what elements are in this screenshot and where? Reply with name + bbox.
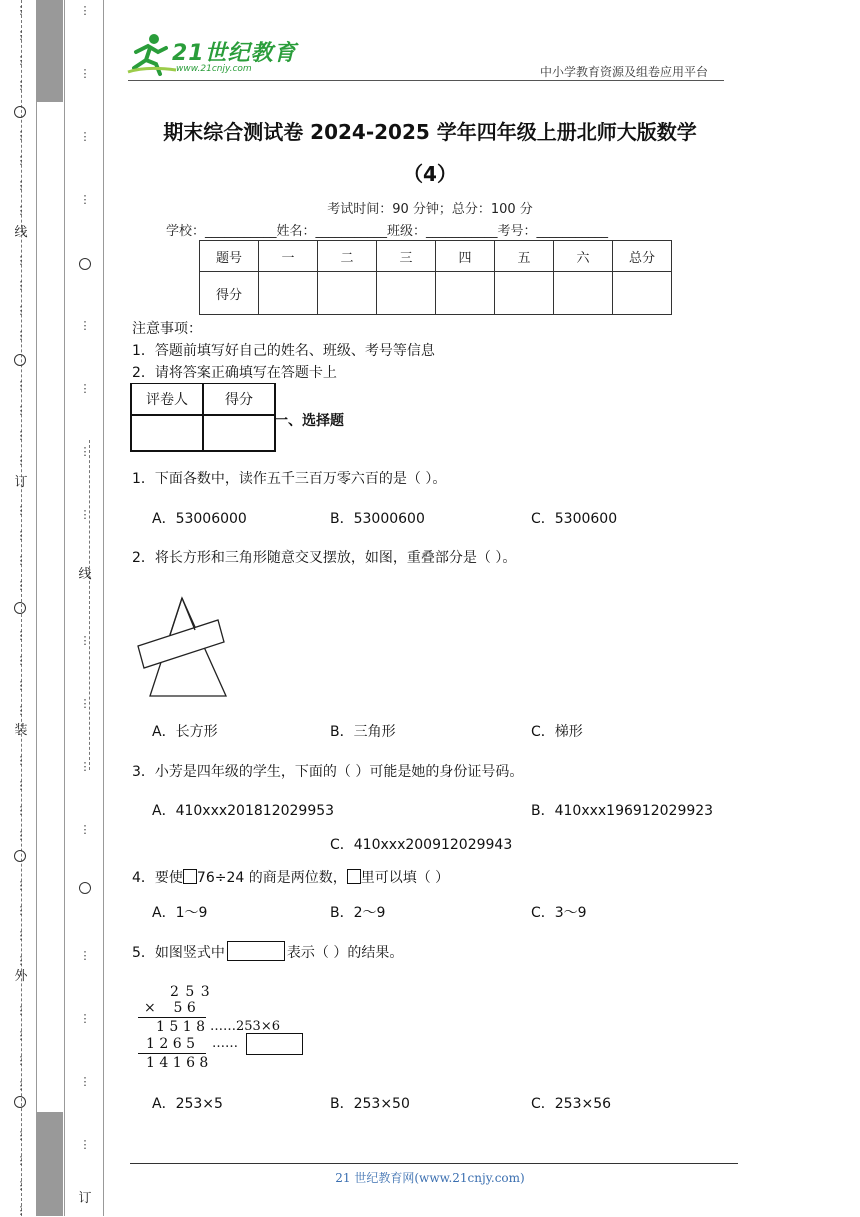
margin-char: 线 <box>14 225 28 240</box>
exam-title-number: （4） <box>403 162 457 186</box>
q2-option-b[interactable]: B．三角形 <box>330 724 396 740</box>
dotted-mark: ⋮ <box>15 704 27 717</box>
dotted-mark: ⋮ <box>15 779 27 792</box>
score-header: 二 <box>318 241 377 272</box>
dotted-mark: ⋮ <box>79 445 91 458</box>
blank-box-icon <box>347 869 361 884</box>
score-row-label: 得分 <box>200 272 259 315</box>
dotted-mark: ⋮ <box>15 1004 27 1017</box>
dotted-mark: ⋮ <box>15 829 27 842</box>
dotted-mark: ⋮ <box>79 760 91 773</box>
header-rule <box>128 80 724 81</box>
binding-hole-icon <box>79 258 91 270</box>
score-header: 六 <box>554 241 613 272</box>
dotted-mark: ⋮ <box>15 1204 27 1217</box>
dotted-mark: ⋮ <box>79 697 91 710</box>
calc-multiplier: × 5 6 <box>144 1000 196 1016</box>
dotted-mark: ⋮ <box>15 279 27 292</box>
question-1: 1．下面各数中，读作五千三百万零六百的是（ ）。 <box>132 471 447 487</box>
dotted-mark: ⋮ <box>15 454 27 467</box>
blank-box-icon <box>183 869 197 884</box>
binding-hole-icon <box>79 882 91 894</box>
dotted-mark: ⋮ <box>15 304 27 317</box>
q4-stem-c: 里可以填（ ） <box>360 870 450 886</box>
dotted-mark: ⋮ <box>15 879 27 892</box>
dotted-mark: ⋮ <box>15 754 27 767</box>
calc-note-2: …… <box>212 1036 238 1051</box>
score-cell[interactable] <box>377 272 436 315</box>
binding-hole-icon <box>14 354 26 366</box>
gray-band-bottom <box>37 1112 63 1216</box>
margin-char: 线 <box>78 567 92 582</box>
dotted-mark: ⋮ <box>79 319 91 332</box>
dotted-mark: ⋮ <box>15 529 27 542</box>
dotted-mark: ⋮ <box>15 54 27 67</box>
margin-char: 外 <box>14 969 28 984</box>
dotted-mark: ⋮ <box>79 130 91 143</box>
dotted-mark: ⋮ <box>15 79 27 92</box>
score-header: 题号 <box>200 241 259 272</box>
score-header: 总分 <box>613 241 672 272</box>
margin-char: 订 <box>78 1191 92 1206</box>
dotted-mark: ⋮ <box>79 1138 91 1151</box>
score-table <box>199 240 672 315</box>
score-header: 三 <box>377 241 436 272</box>
q4-option-c[interactable]: C．3～9 <box>531 905 587 921</box>
dotted-mark: ⋮ <box>15 329 27 342</box>
dotted-mark: ⋮ <box>15 804 27 817</box>
dotted-mark: ⋮ <box>15 154 27 167</box>
score-cell[interactable] <box>318 272 377 315</box>
dotted-mark: ⋮ <box>15 1054 27 1067</box>
calc-partial-2: 1 2 6 5 <box>146 1036 195 1052</box>
dotted-mark: ⋮ <box>79 1012 91 1025</box>
dotted-mark: ⋮ <box>79 1075 91 1088</box>
logo-url: www.21cnjy.com <box>176 64 252 74</box>
margin-char: 装 <box>14 723 28 738</box>
logo-text: 21世纪教育 <box>172 41 297 66</box>
binding-hole-icon <box>14 1096 26 1108</box>
calc-rule <box>138 1017 206 1018</box>
score-cell[interactable] <box>495 272 554 315</box>
dotted-mark: ⋮ <box>15 504 27 517</box>
dotted-mark: ⋮ <box>15 629 27 642</box>
grader-table <box>130 383 276 452</box>
binding-hole-icon <box>14 850 26 862</box>
notes-title: 注意事项： <box>132 321 202 337</box>
dotted-mark: ⋮ <box>79 508 91 521</box>
q5-stem-b: 表示（ ）的结果。 <box>286 945 404 961</box>
section-heading: 一、选择题 <box>274 413 344 429</box>
q3-option-b[interactable]: B．410xxx196912029923 <box>531 803 714 819</box>
calc-note-1: ……253×6 <box>210 1019 280 1034</box>
dotted-mark: ⋮ <box>15 129 27 142</box>
dotted-mark: ⋮ <box>15 204 27 217</box>
q2-option-a[interactable]: A．长方形 <box>152 724 218 740</box>
score-cell[interactable] <box>613 272 672 315</box>
q1-option-a[interactable]: A．53006000 <box>152 511 247 527</box>
dotted-mark: ⋮ <box>15 929 27 942</box>
q5-option-a[interactable]: A．253×5 <box>152 1096 223 1112</box>
calc-blank-rect <box>246 1033 303 1055</box>
dotted-mark: ⋮ <box>15 404 27 417</box>
footer-text: 21 世纪教育网(www.21cnjy.com) <box>335 1171 525 1185</box>
q2-option-c[interactable]: C．梯形 <box>531 724 583 740</box>
dotted-mark: ⋮ <box>15 554 27 567</box>
score-header: 四 <box>436 241 495 272</box>
q5-stem-a: 5．如图竖式中 <box>132 945 225 961</box>
dotted-mark: ⋮ <box>79 823 91 836</box>
score-cell[interactable] <box>436 272 495 315</box>
dotted-mark: ⋮ <box>15 654 27 667</box>
calc-partial-1: 1 5 1 8 <box>156 1019 205 1035</box>
q5-option-c[interactable]: C．253×56 <box>531 1096 612 1112</box>
grader-cell[interactable] <box>131 415 203 451</box>
note-item: 2．请将答案正确填写在答题卡上 <box>132 365 337 381</box>
grader-cell[interactable] <box>203 415 275 451</box>
dotted-mark: ⋮ <box>15 1129 27 1142</box>
dotted-mark: ⋮ <box>15 1029 27 1042</box>
gray-band-top <box>37 0 63 102</box>
question-4 <box>132 867 449 887</box>
grader-label: 得分 <box>203 384 275 416</box>
score-cell[interactable] <box>259 272 318 315</box>
dotted-mark: ⋮ <box>15 254 27 267</box>
calc-rule <box>138 1053 206 1054</box>
dotted-mark: ⋮ <box>15 904 27 917</box>
footer-rule <box>130 1163 738 1164</box>
grader-label: 评卷人 <box>131 384 203 416</box>
dotted-mark: ⋮ <box>79 193 91 206</box>
dotted-mark: ⋮ <box>15 179 27 192</box>
q4-stem-b: 76÷24 的商是两位数， <box>196 870 347 886</box>
q3-option-c[interactable]: C．410xxx200912029943 <box>330 837 513 853</box>
dotted-mark: ⋮ <box>79 949 91 962</box>
question-3: 3．小芳是四年级的学生，下面的（ ）可能是她的身份证号码。 <box>132 764 524 780</box>
dotted-mark: ⋮ <box>15 29 27 42</box>
dotted-mark: ⋮ <box>15 4 27 17</box>
calc-result: 1 4 1 6 8 <box>146 1055 209 1071</box>
platform-name: 中小学教育资源及组卷应用平台 <box>540 65 709 79</box>
q3-option-a[interactable]: A．410xxx201812029953 <box>152 803 335 819</box>
score-cell[interactable] <box>554 272 613 315</box>
dotted-mark: ⋮ <box>15 1154 27 1167</box>
dotted-mark: ⋮ <box>15 1079 27 1092</box>
dotted-mark: ⋮ <box>79 382 91 395</box>
q5-option-b[interactable]: B．253×50 <box>330 1096 410 1112</box>
dotted-mark: ⋮ <box>15 1179 27 1192</box>
binding-hole-icon <box>14 106 26 118</box>
dotted-mark: ⋮ <box>15 579 27 592</box>
dotted-mark: ⋮ <box>15 954 27 967</box>
binding-hole-icon <box>14 602 26 614</box>
dotted-mark: ⋮ <box>15 429 27 442</box>
q4-option-b[interactable]: B．2～9 <box>330 905 386 921</box>
q4-option-a[interactable]: A．1～9 <box>152 905 208 921</box>
margin-char: 订 <box>14 475 28 490</box>
rectangle-triangle-figure <box>132 594 242 698</box>
dotted-mark: ⋮ <box>15 679 27 692</box>
score-header: 五 <box>495 241 554 272</box>
question-2: 2．将长方形和三角形随意交叉摆放，如图，重叠部分是（ ）。 <box>132 550 517 566</box>
calc-multiplicand: 2 5 3 <box>170 984 211 1000</box>
blank-rect-icon <box>227 941 285 961</box>
exam-info: 考试时间：90 分钟；总分：100 分 <box>327 202 533 217</box>
student-fields: 学校：___________姓名：___________班级：___________考号：___________ <box>166 224 609 239</box>
dotted-mark: ⋮ <box>79 67 91 80</box>
dotted-mark: ⋮ <box>79 634 91 647</box>
q1-option-b[interactable]: B．53000600 <box>330 511 425 527</box>
score-header: 一 <box>259 241 318 272</box>
q4-stem-a: 4．要使 <box>132 870 183 886</box>
q1-option-c[interactable]: C．5300600 <box>531 511 618 527</box>
dotted-mark: ⋮ <box>15 379 27 392</box>
note-item: 1．答题前填写好自己的姓名、班级、考号等信息 <box>132 343 435 359</box>
question-5 <box>132 941 403 962</box>
dotted-mark: ⋮ <box>79 4 91 17</box>
exam-title: 期末综合测试卷 2024-2025 学年四年级上册北师大版数学 <box>163 120 697 144</box>
